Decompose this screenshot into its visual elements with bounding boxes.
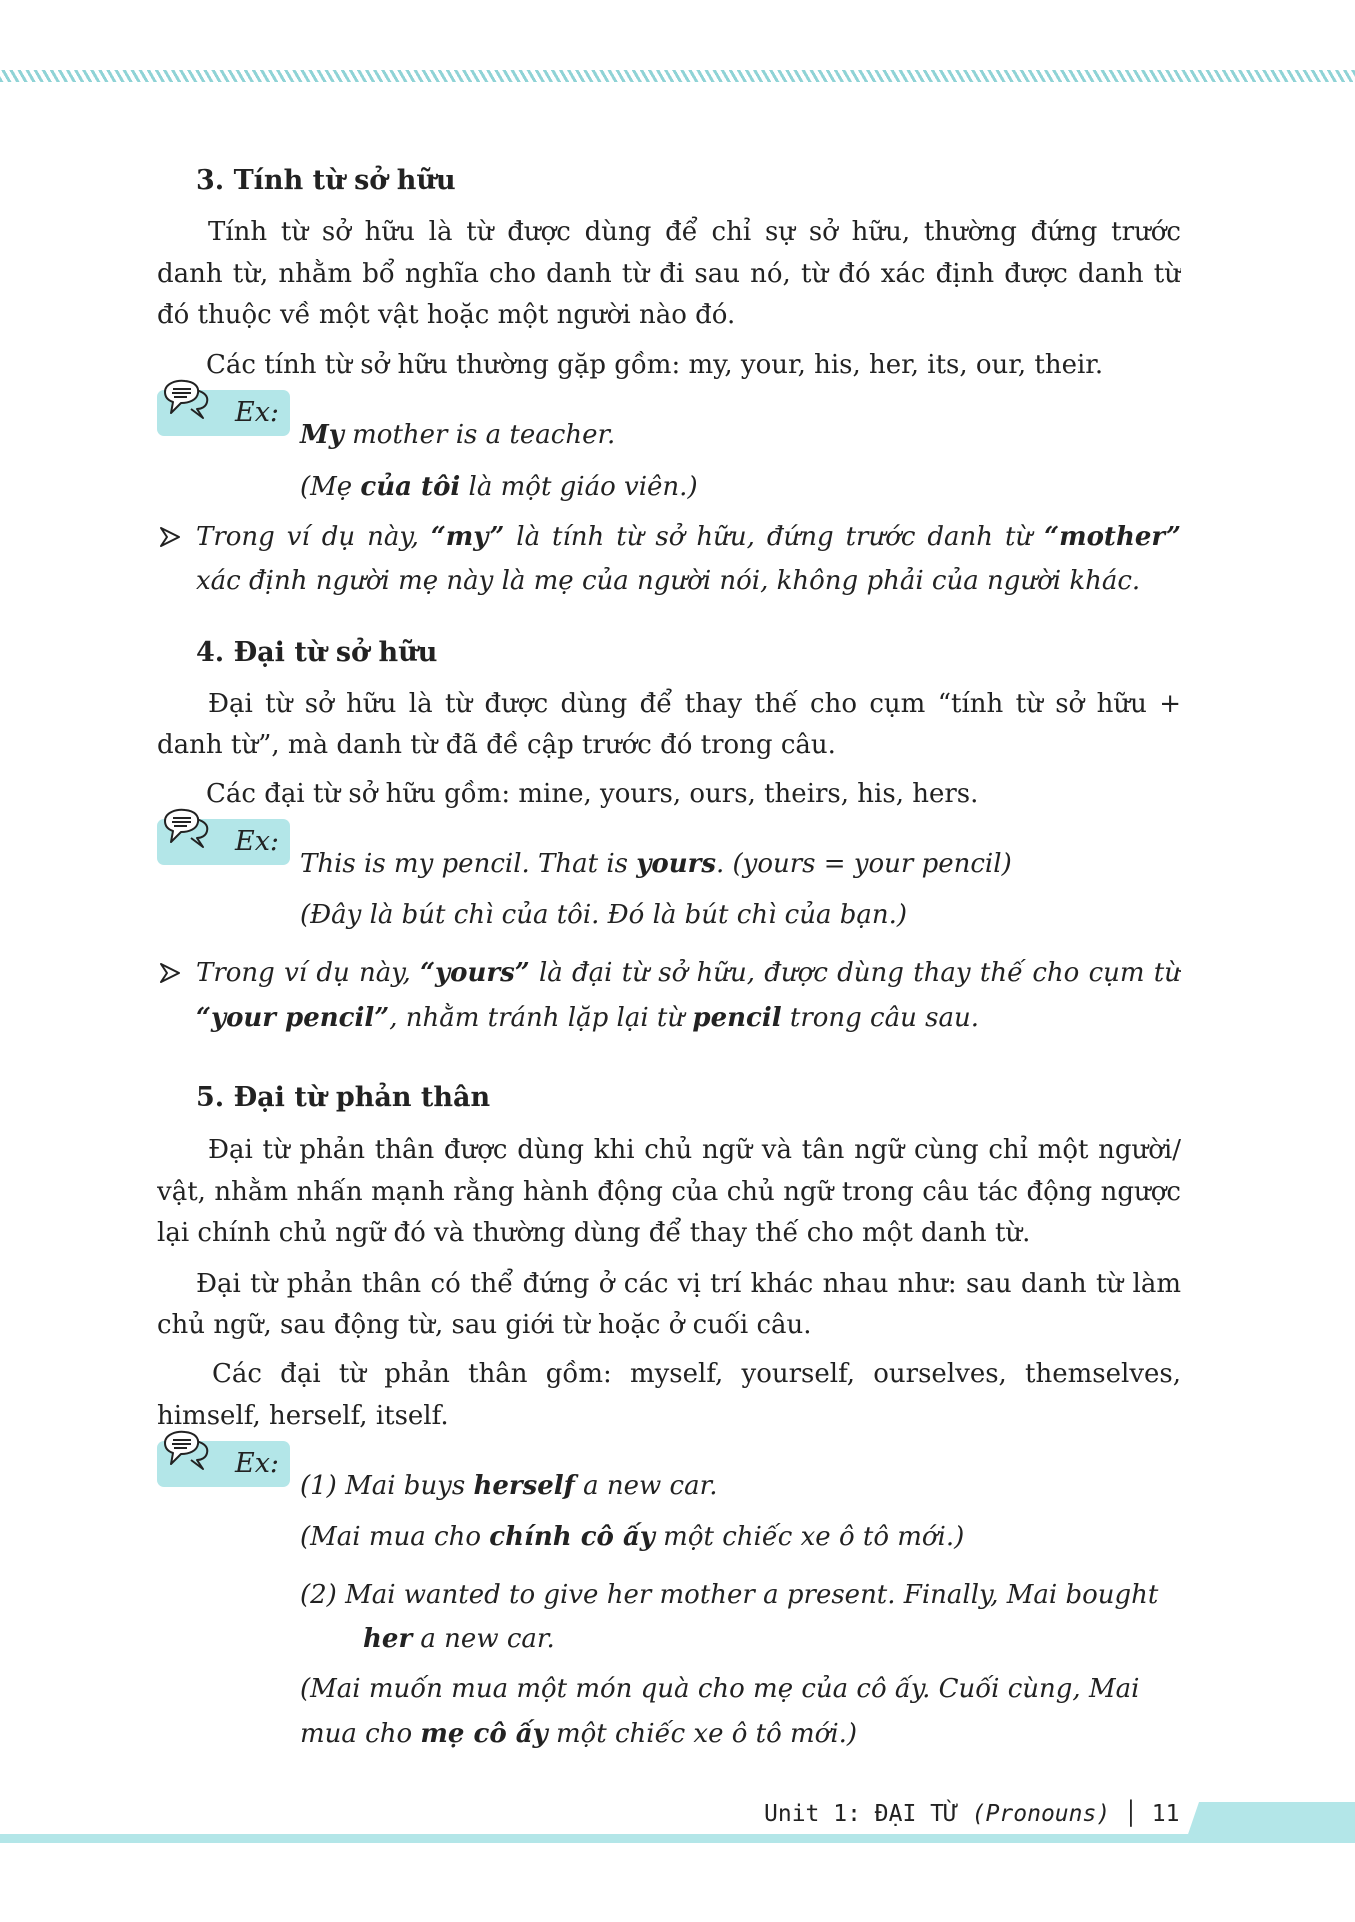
paragraph-line: danh từ, nhằm bổ nghĩa cho danh từ đi sau nó, từ đó xác định được danh từ — [157, 259, 1181, 289]
text-segment: a new car. — [412, 1624, 555, 1654]
text-segment: (Mẹ — [300, 472, 361, 502]
text-segment: . (yours = your pencil) — [715, 849, 1012, 879]
page-footer — [764, 1796, 1179, 1832]
emphasis-text: “my” — [430, 522, 505, 552]
note-line — [196, 516, 1181, 558]
text-segment: một chiếc xe ô tô mới.) — [654, 1522, 965, 1552]
paragraph-line: chủ ngữ, sau động từ, sau giới từ hoặc ở cuối câu. — [157, 1310, 812, 1340]
paragraph-line: Tính từ sở hữu là từ được dùng để chỉ sự sở hữu, thường đứng trước — [208, 217, 1181, 247]
arrow-bullet-icon — [158, 952, 184, 994]
text-segment: mother is a teacher. — [343, 420, 616, 450]
paragraph-line: Các đại từ phản thân gồm: myself, yourself, ourselves, themselves, — [212, 1359, 1181, 1389]
emphasis-text: mẹ cô ấy — [420, 1719, 548, 1749]
example-badge — [157, 819, 290, 865]
paragraph-line: lại chính chủ ngữ đó và thường dùng để thay thế cho một danh từ. — [157, 1218, 1031, 1248]
example-line — [300, 843, 1012, 885]
section-heading: 5. Đại từ phản thân — [196, 1082, 491, 1113]
example-line — [300, 414, 615, 456]
text-segment: trong câu sau. — [781, 1003, 979, 1033]
section-heading: 3. Tính từ sở hữu — [196, 165, 456, 196]
note-line — [196, 997, 979, 1039]
paragraph-line: himself, herself, itself. — [157, 1401, 449, 1431]
text-segment: Trong ví dụ này, — [196, 522, 431, 552]
example-label: Ex: — [235, 826, 280, 857]
emphasis-text: “yours” — [420, 958, 530, 988]
text-segment: This is my pencil. That is — [300, 849, 637, 879]
text-segment: (1) Mai buys — [300, 1471, 474, 1501]
example-line — [300, 1574, 1158, 1616]
footer-bar — [0, 1834, 1355, 1843]
speech-bubbles-icon — [161, 1429, 213, 1473]
note-line — [196, 952, 1181, 994]
example-badge — [157, 1441, 290, 1487]
example-translation — [300, 1668, 1139, 1710]
example-label: Ex: — [235, 397, 280, 428]
text-segment: Trong ví dụ này, — [196, 958, 421, 988]
text-segment: , nhằm tránh lặp lại từ — [389, 1003, 693, 1033]
text-segment: (2) Mai wanted to give her mother a present. Finally, Mai bought — [300, 1580, 1159, 1610]
example-translation — [300, 894, 907, 936]
emphasis-text: My — [300, 420, 344, 450]
paragraph-line: Các tính từ sở hữu thường gặp gồm: my, your, his, her, its, our, their. — [206, 350, 1104, 380]
text-segment: là tính từ sở hữu, đứng trước danh từ — [504, 522, 1045, 552]
top-stripe-decoration — [0, 70, 1355, 82]
section-heading: 4. Đại từ sở hữu — [196, 637, 438, 668]
paragraph-line: Đại từ phản thân có thể đứng ở các vị trí khác nhau như: sau danh từ làm — [196, 1269, 1181, 1299]
text-segment: là một giáo viên.) — [460, 472, 698, 502]
example-line — [363, 1618, 555, 1660]
footer-separator: │ — [1110, 1801, 1152, 1827]
emphasis-text: her — [363, 1624, 413, 1654]
note-line — [196, 560, 1140, 602]
arrow-bullet-icon — [158, 516, 184, 558]
text-segment: (Mai muốn mua một món quà cho mẹ của cô ấy. Cuối cùng, Mai — [300, 1674, 1140, 1704]
text-segment: là đại từ sở hữu, được dùng thay thế cho cụm từ — [529, 958, 1181, 988]
text-segment: (Đây là bút chì của tôi. Đó là bút chì của bạn.) — [300, 900, 908, 930]
footer-subtitle: (Pronouns) — [971, 1801, 1111, 1827]
paragraph-line: Đại từ sở hữu là từ được dùng để thay thế cho cụm “tính từ sở hữu + — [208, 689, 1181, 719]
example-translation — [300, 466, 698, 508]
emphasis-text: “mother” — [1044, 522, 1181, 552]
example-translation — [300, 1713, 857, 1755]
paragraph-line: Các đại từ sở hữu gồm: mine, yours, ours, theirs, his, hers. — [206, 779, 979, 809]
text-segment: mua cho — [300, 1719, 421, 1749]
emphasis-text: herself — [473, 1471, 575, 1501]
example-badge — [157, 390, 290, 436]
text-segment: xác định người mẹ này là mẹ của người nói, không phải của người khác. — [196, 566, 1141, 596]
text-segment: (Mai mua cho — [300, 1522, 490, 1552]
emphasis-text: pencil — [692, 1003, 782, 1033]
example-line — [300, 1465, 717, 1507]
text-segment: một chiếc xe ô tô mới.) — [547, 1719, 858, 1749]
paragraph-line: Đại từ phản thân được dùng khi chủ ngữ và tân ngữ cùng chỉ một người/ — [208, 1135, 1181, 1165]
speech-bubbles-icon — [161, 378, 213, 422]
footer-unit: Unit 1: ĐẠI TỪ — [764, 1801, 972, 1827]
emphasis-text: của tôi — [360, 472, 461, 502]
paragraph-line: danh từ”, mà danh từ đã đề cập trước đó trong câu. — [157, 730, 836, 760]
paragraph-line: đó thuộc về một vật hoặc một người nào đó. — [157, 300, 736, 330]
emphasis-text: “your pencil” — [196, 1003, 390, 1033]
text-segment: a new car. — [574, 1471, 718, 1501]
emphasis-text: chính cô ấy — [489, 1522, 655, 1552]
speech-bubbles-icon — [161, 807, 213, 851]
page-number: 11 — [1151, 1801, 1180, 1827]
example-label: Ex: — [235, 1448, 280, 1479]
emphasis-text: yours — [636, 849, 716, 879]
example-translation — [300, 1516, 964, 1558]
paragraph-line: vật, nhằm nhấn mạnh rằng hành động của chủ ngữ trong câu tác động ngược — [157, 1177, 1181, 1207]
